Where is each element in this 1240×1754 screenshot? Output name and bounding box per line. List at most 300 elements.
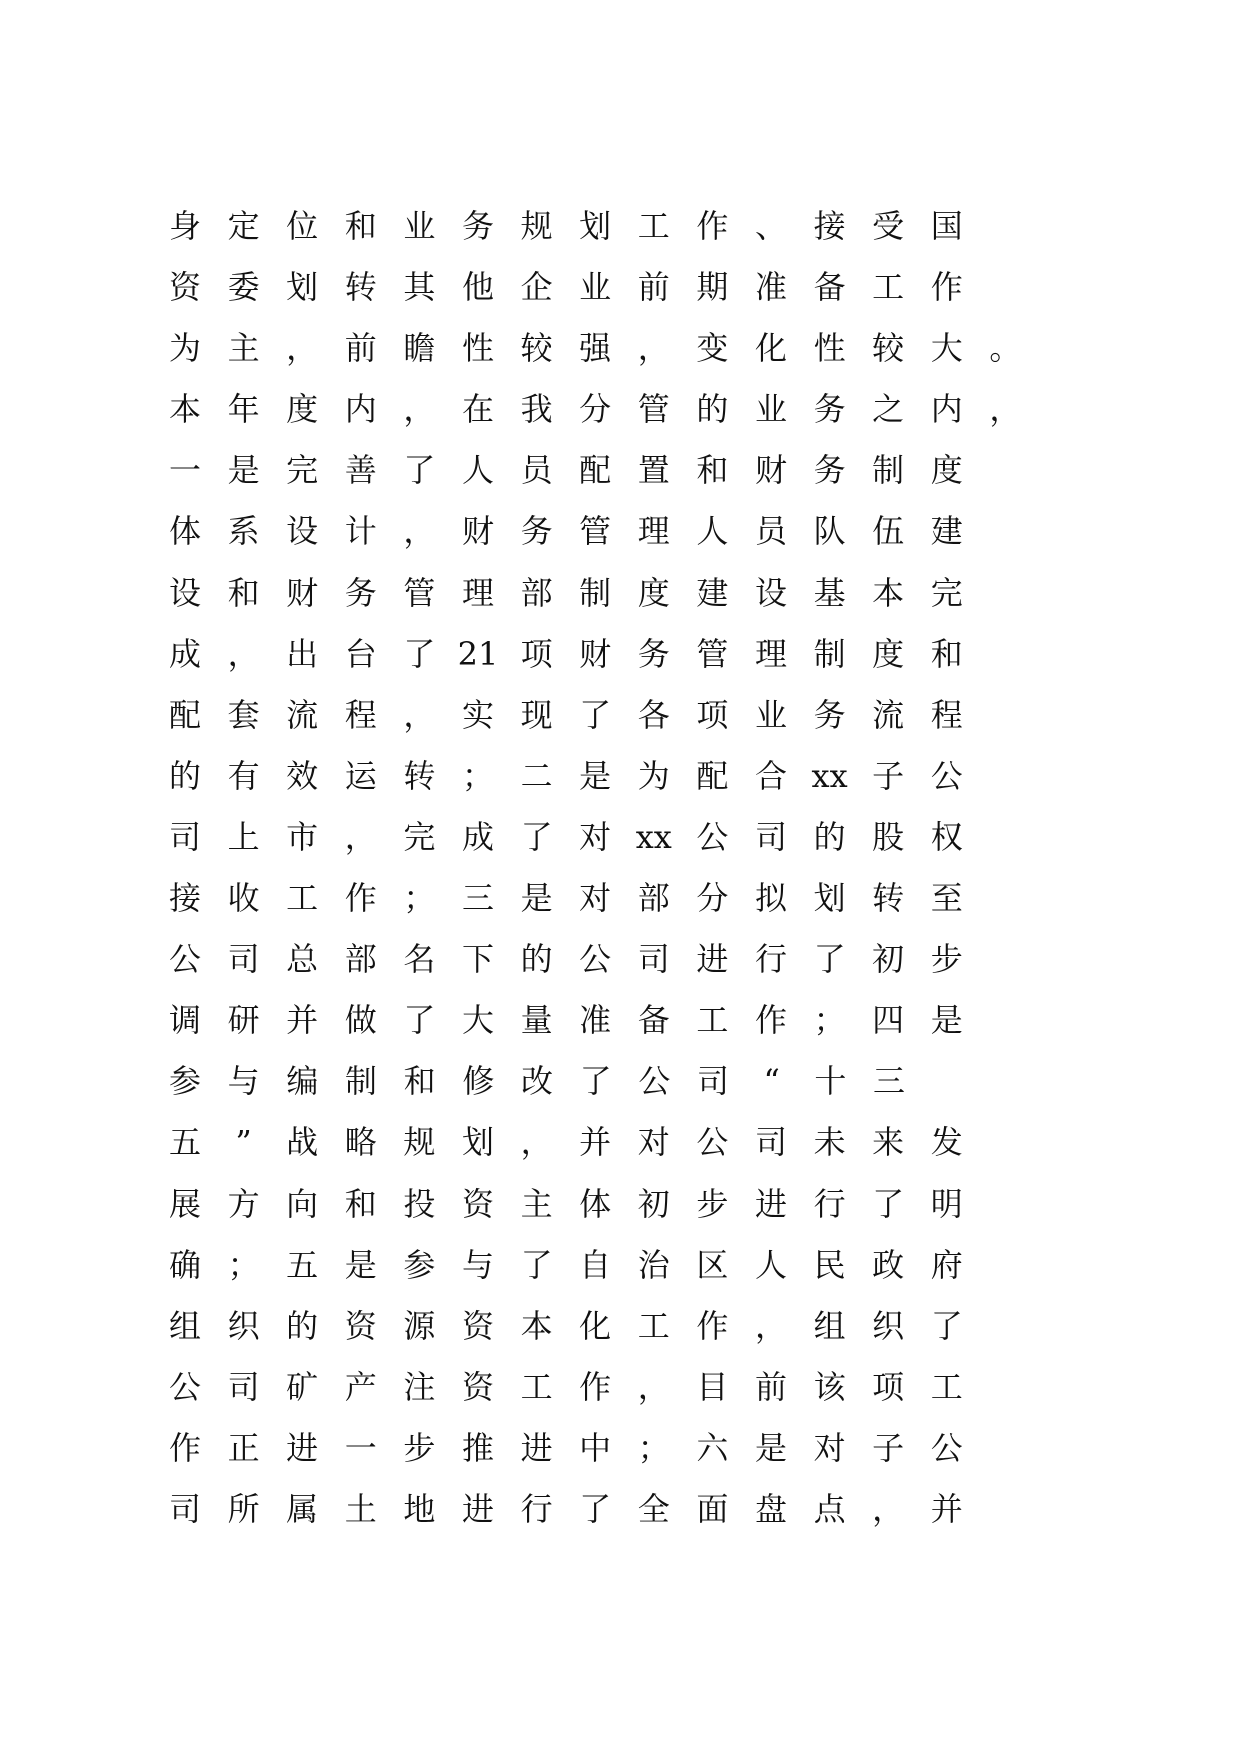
character: 现 (520, 695, 553, 734)
text-line (168, 878, 1168, 939)
character: 与 (227, 1062, 260, 1101)
character: ； (227, 1245, 260, 1284)
character: 步 (930, 940, 963, 979)
text-line (168, 817, 1168, 878)
character: 的 (520, 940, 553, 979)
character: 体 (579, 1184, 612, 1223)
character: 化 (754, 329, 787, 368)
character: 进 (754, 1184, 787, 1223)
character: 转 (872, 879, 905, 918)
character: 作 (696, 1306, 729, 1345)
character: 资 (461, 1184, 494, 1223)
character: 设 (168, 573, 201, 612)
character: ， (637, 1367, 670, 1406)
text-line (168, 1489, 1168, 1550)
character: 队 (813, 512, 846, 551)
text-line (168, 1306, 1168, 1367)
character: 全 (637, 1489, 670, 1528)
character: 注 (403, 1367, 436, 1406)
character: 为 (637, 756, 670, 795)
character: 其 (403, 268, 436, 307)
character: 接 (813, 207, 846, 245)
character: 公 (930, 756, 963, 795)
text-line (168, 756, 1168, 817)
character: 项 (696, 695, 729, 734)
character: 工 (286, 879, 319, 918)
character: 资 (344, 1306, 377, 1345)
character: 转 (344, 268, 377, 307)
character: 的 (696, 390, 729, 429)
character: 伍 (872, 512, 905, 551)
character: 三 (461, 879, 494, 918)
character: 备 (813, 268, 846, 307)
character: 作 (696, 207, 729, 245)
character: 二 (520, 756, 553, 795)
character: 子 (872, 1428, 905, 1467)
character: 成 (461, 817, 494, 856)
character: 工 (637, 207, 670, 245)
character: 进 (461, 1489, 494, 1528)
character: 和 (930, 634, 963, 673)
character: ， (286, 329, 319, 368)
character: 工 (637, 1306, 670, 1345)
character: 一 (168, 451, 201, 490)
text-line (168, 206, 1168, 267)
character: 对 (813, 1428, 846, 1467)
character: 划 (579, 207, 612, 245)
character: 方 (227, 1184, 260, 1223)
character: 受 (872, 207, 905, 245)
character: 市 (286, 817, 319, 856)
character: ” (235, 1123, 252, 1162)
character: 之 (872, 390, 905, 429)
character: 作 (344, 879, 377, 918)
character: 制 (813, 634, 846, 673)
character: 面 (696, 1489, 729, 1528)
character: 建 (696, 573, 729, 612)
character: 公 (696, 1123, 729, 1162)
character: 展 (168, 1184, 201, 1223)
character: 员 (520, 451, 553, 490)
character: 向 (286, 1184, 319, 1223)
character: 战 (286, 1123, 319, 1162)
character: 制 (344, 1062, 377, 1101)
character: 制 (872, 451, 905, 490)
character: 。 (989, 329, 1022, 368)
character: 划 (461, 1123, 494, 1162)
character: 了 (813, 940, 846, 979)
character: 进 (286, 1428, 319, 1467)
character: 织 (227, 1306, 260, 1345)
character: 备 (637, 1001, 670, 1040)
character: 盘 (754, 1489, 787, 1528)
character: 调 (168, 1001, 201, 1040)
character: 变 (696, 329, 729, 368)
character: 了 (579, 1062, 612, 1101)
character: 效 (286, 756, 319, 795)
character: 与 (461, 1245, 494, 1284)
character: 步 (696, 1184, 729, 1223)
character: 人 (696, 512, 729, 551)
character: 股 (872, 817, 905, 856)
character: 五 (286, 1245, 319, 1284)
text-line (168, 511, 1168, 572)
character: 系 (227, 512, 260, 551)
character: 内 (930, 390, 963, 429)
character: 转 (403, 756, 436, 795)
character: 务 (461, 207, 494, 245)
character: 部 (344, 940, 377, 979)
character: 公 (930, 1428, 963, 1467)
character: 参 (168, 1062, 201, 1101)
character: 体 (168, 512, 201, 551)
character: 名 (403, 940, 436, 979)
character: 部 (520, 573, 553, 612)
character: 织 (872, 1306, 905, 1345)
character: 前 (754, 1367, 787, 1406)
character: 和 (403, 1062, 436, 1101)
character: 分 (579, 390, 612, 429)
text-line (168, 634, 1168, 695)
character: 实 (461, 695, 494, 734)
character: 划 (813, 879, 846, 918)
character: 规 (403, 1123, 436, 1162)
character: 程 (344, 695, 377, 734)
character: “ (763, 1062, 780, 1101)
character: 部 (637, 879, 670, 918)
character: 资 (461, 1367, 494, 1406)
character: 出 (286, 634, 319, 673)
text-line (168, 1184, 1168, 1245)
character: 来 (872, 1123, 905, 1162)
character: 他 (461, 268, 494, 307)
character: 度 (637, 573, 670, 612)
character: 较 (872, 329, 905, 368)
character: 运 (344, 756, 377, 795)
character: 地 (403, 1489, 436, 1528)
character: 财 (754, 451, 787, 490)
character: 参 (403, 1245, 436, 1284)
character: 的 (813, 817, 846, 856)
text-line (168, 450, 1168, 511)
character: 是 (754, 1428, 787, 1467)
character: 配 (168, 695, 201, 734)
character: 本 (520, 1306, 553, 1345)
character: 推 (461, 1428, 494, 1467)
character: 司 (227, 1367, 260, 1406)
character: 务 (344, 573, 377, 612)
character: 民 (813, 1245, 846, 1284)
character: 管 (579, 512, 612, 551)
text-line (168, 1367, 1168, 1428)
character: 初 (872, 940, 905, 979)
character: 改 (520, 1062, 553, 1101)
character: 下 (461, 940, 494, 979)
character: 财 (579, 634, 612, 673)
character: 大 (461, 1001, 494, 1040)
text-line (168, 1428, 1168, 1489)
character: 修 (462, 1062, 495, 1101)
character: 完 (286, 451, 319, 490)
character: 管 (637, 390, 670, 429)
character: 度 (286, 390, 319, 429)
body-text (168, 206, 1168, 1550)
character: 台 (344, 634, 377, 673)
character: 做 (344, 1001, 377, 1040)
character: 确 (168, 1245, 201, 1284)
character: 司 (227, 940, 260, 979)
character: 企 (520, 268, 553, 307)
character: 工 (872, 268, 905, 307)
character: 土 (344, 1489, 377, 1528)
character: ， (403, 512, 436, 551)
character: 组 (168, 1306, 201, 1345)
character: 自 (579, 1245, 612, 1284)
character: 性 (461, 329, 494, 368)
character: 务 (813, 390, 846, 429)
character: 度 (930, 451, 963, 490)
character: 管 (696, 634, 729, 673)
character: 治 (637, 1245, 670, 1284)
text-line (168, 695, 1168, 756)
character: 并 (579, 1123, 612, 1162)
character: 量 (520, 1001, 553, 1040)
character: 行 (813, 1184, 846, 1223)
character: 编 (286, 1062, 319, 1101)
character: 初 (637, 1184, 670, 1223)
character: 作 (579, 1367, 612, 1406)
character: 研 (227, 1001, 260, 1040)
character: 了 (872, 1184, 905, 1223)
character: 较 (520, 329, 553, 368)
character: 善 (344, 451, 377, 490)
text-line (168, 328, 1168, 389)
character: 计 (344, 512, 377, 551)
character: 准 (754, 268, 787, 307)
text-line (168, 1061, 1168, 1122)
character: 拟 (754, 879, 787, 918)
character: 完 (403, 817, 436, 856)
character: 委 (227, 268, 260, 307)
character: 员 (754, 512, 787, 551)
character: 并 (930, 1489, 963, 1528)
character: 目 (696, 1367, 729, 1406)
character: 大 (930, 329, 963, 368)
character: 区 (696, 1245, 729, 1284)
character: 建 (930, 512, 963, 551)
character: 属 (286, 1489, 319, 1528)
character: 总 (286, 940, 319, 979)
character: 公 (168, 940, 201, 979)
character: 资 (461, 1306, 494, 1345)
character: 业 (754, 695, 787, 734)
character: 21 (457, 634, 499, 673)
character: 前 (637, 268, 670, 307)
character: 理 (754, 634, 787, 673)
character: 的 (286, 1306, 319, 1345)
character: 对 (579, 879, 612, 918)
character: 流 (872, 695, 905, 734)
character: 六 (696, 1428, 729, 1467)
character: 务 (813, 451, 846, 490)
character: 公 (579, 940, 612, 979)
character: 性 (813, 329, 846, 368)
character: 府 (930, 1245, 963, 1284)
character: 矿 (286, 1367, 319, 1406)
character: xx (635, 817, 672, 856)
character: ， (872, 1489, 905, 1528)
character: 略 (344, 1123, 377, 1162)
character: ， (344, 817, 377, 856)
character: 司 (168, 817, 201, 856)
character: 正 (227, 1428, 260, 1467)
character: 投 (403, 1184, 436, 1223)
character: 国 (930, 207, 963, 245)
character: 进 (520, 1428, 553, 1467)
character: 产 (344, 1367, 377, 1406)
character: 设 (754, 573, 787, 612)
character: 作 (168, 1428, 201, 1467)
character: 务 (813, 695, 846, 734)
character: ， (403, 695, 436, 734)
character: 了 (403, 1001, 436, 1040)
character: 理 (637, 512, 670, 551)
character: 内 (344, 390, 377, 429)
character: 进 (696, 940, 729, 979)
character: 了 (520, 1245, 553, 1284)
character: 划 (286, 268, 319, 307)
character: 上 (227, 817, 260, 856)
character: 所 (227, 1489, 260, 1528)
character: 点 (813, 1489, 846, 1528)
character: 前 (344, 329, 377, 368)
character: 本 (168, 390, 201, 429)
text-line (168, 267, 1168, 328)
character: 人 (461, 451, 494, 490)
character: 公 (638, 1062, 671, 1101)
character: 成 (168, 634, 201, 673)
character: ， (403, 390, 436, 429)
character: 并 (286, 1001, 319, 1040)
character: 身 (168, 207, 201, 245)
character: 工 (696, 1001, 729, 1040)
character: 我 (520, 390, 553, 429)
character: 是 (579, 756, 612, 795)
character: 了 (520, 817, 553, 856)
character: 各 (637, 695, 670, 734)
character: 项 (872, 1367, 905, 1406)
character: 未 (813, 1123, 846, 1162)
character: 套 (227, 695, 260, 734)
character: 为 (168, 329, 201, 368)
character: 行 (754, 940, 787, 979)
text-line (168, 1122, 1168, 1183)
character: 司 (754, 817, 787, 856)
character: 在 (461, 390, 494, 429)
character: 准 (579, 1001, 612, 1040)
character: 一 (344, 1428, 377, 1467)
character: 置 (637, 451, 670, 490)
character: 了 (579, 1489, 612, 1528)
character: 工 (520, 1367, 553, 1406)
character: 接 (168, 879, 201, 918)
character: ， (754, 1306, 787, 1345)
character: 是 (930, 1001, 963, 1040)
character: 资 (168, 268, 201, 307)
character: 人 (754, 1245, 787, 1284)
character: 公 (168, 1367, 201, 1406)
character: 、 (754, 207, 787, 245)
character: ； (403, 879, 436, 918)
character: 了 (403, 451, 436, 490)
character: 政 (872, 1245, 905, 1284)
character: ， (637, 329, 670, 368)
character: 收 (227, 879, 260, 918)
character: 年 (227, 390, 260, 429)
character: xx (811, 756, 848, 795)
character: 期 (696, 268, 729, 307)
character: 和 (344, 1184, 377, 1223)
text-line (168, 1245, 1168, 1306)
character: 司 (754, 1123, 787, 1162)
character: 分 (696, 879, 729, 918)
character: 理 (461, 573, 494, 612)
character: 十 (814, 1062, 847, 1101)
character: 了 (930, 1306, 963, 1345)
character: ， (989, 390, 1022, 429)
character: 设 (286, 512, 319, 551)
character: 财 (286, 573, 319, 612)
character: 权 (930, 817, 963, 856)
character: 三 (872, 1062, 905, 1101)
character: 发 (930, 1123, 963, 1162)
character: 至 (930, 879, 963, 918)
character: 配 (579, 451, 612, 490)
character: 定 (227, 207, 260, 245)
character: 行 (520, 1489, 553, 1528)
character: 了 (403, 634, 436, 673)
character: 明 (930, 1184, 963, 1223)
character: ， (520, 1123, 553, 1162)
text-line (168, 573, 1168, 634)
character: 业 (403, 207, 436, 245)
character: 制 (579, 573, 612, 612)
character: 配 (696, 756, 729, 795)
character: 项 (520, 634, 553, 673)
character: 完 (930, 573, 963, 612)
character: 规 (520, 207, 553, 245)
character: 业 (579, 268, 612, 307)
character: 主 (520, 1184, 553, 1223)
character: 的 (168, 756, 201, 795)
character: 程 (930, 695, 963, 734)
character: 工 (930, 1367, 963, 1406)
character: ； (813, 1001, 846, 1040)
character: 了 (579, 695, 612, 734)
character: 位 (286, 207, 319, 245)
character: 务 (520, 512, 553, 551)
character: 四 (872, 1001, 905, 1040)
character: 流 (286, 695, 319, 734)
text-line (168, 1000, 1168, 1061)
character: 业 (754, 390, 787, 429)
character: 本 (872, 573, 905, 612)
character: 司 (696, 1062, 729, 1101)
character: 基 (813, 573, 846, 612)
character: 司 (637, 940, 670, 979)
character: 强 (579, 329, 612, 368)
character: 度 (872, 634, 905, 673)
